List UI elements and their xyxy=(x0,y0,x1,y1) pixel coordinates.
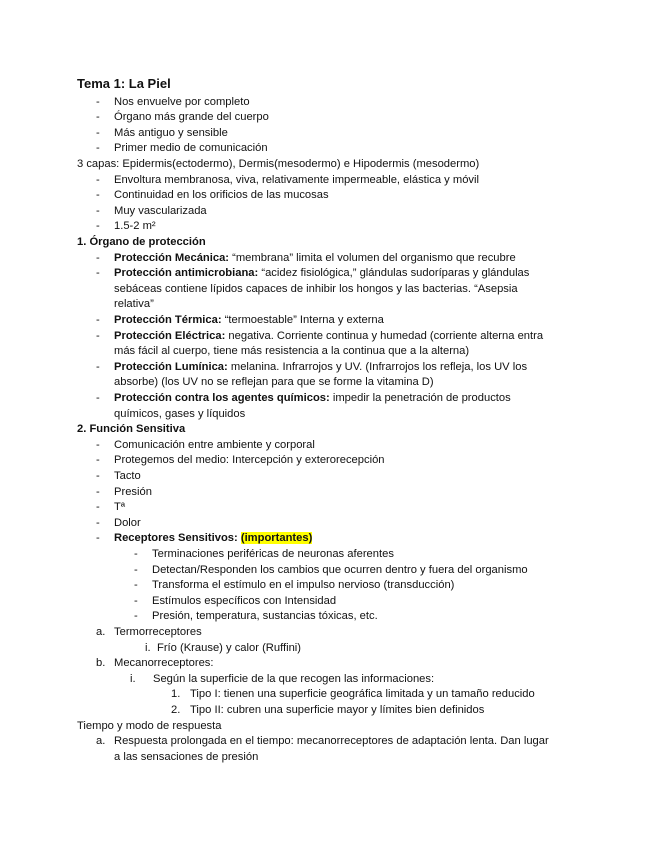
list-item-text: Continuidad en los orificios de las mucosas xyxy=(114,189,329,202)
list-marker: 1. xyxy=(171,688,181,701)
bullet-marker: - xyxy=(134,563,138,576)
layers-text: 3 capas: Epidermis(ectodermo), Dermis(mesodermo) e Hipodermis (mesodermo) xyxy=(77,158,480,170)
line-content xyxy=(114,329,543,345)
protection-text: negativa. Corriente continua y humedad (corriente alterna entra xyxy=(225,329,544,342)
thermo-label: Termorreceptores xyxy=(114,626,202,638)
thermo-sub-text: Frío (Krause) y calor (Ruffini) xyxy=(157,641,302,654)
list-item-text: Transforma el estímulo en el impulso nervioso (transducción) xyxy=(152,579,455,592)
time-item-text: a las sensaciones de presión xyxy=(114,750,259,763)
list-marker: a. xyxy=(96,626,106,638)
list-item-text: Tª xyxy=(114,501,125,514)
protection-text: más fácil al cuerpo, tiene más resistencia a la continua que a la alterna) xyxy=(114,345,470,358)
time-text: Tiempo y modo de respuesta xyxy=(77,719,222,732)
protection-text: sebáceas contiene lípidos capaces de inhibir los hongos y las bacterias. “Asepsia xyxy=(114,282,518,295)
protection-text: “acidez fisiológica,” glándulas sudoríparas y glándulas xyxy=(258,267,530,280)
list-item-text: Protegemos del medio: Intercepción y exterorecepción xyxy=(114,454,385,467)
list-marker: b. xyxy=(96,657,106,670)
list-item-text: Estímulos específicos con Intensidad xyxy=(152,594,337,607)
list-item-text: Terminaciones periféricas de neuronas aferentes xyxy=(152,548,394,560)
line-content xyxy=(114,391,511,407)
bullet-marker: - xyxy=(134,610,138,623)
bullet-marker: - xyxy=(96,438,100,451)
line-content xyxy=(114,313,384,329)
bullet-marker: - xyxy=(96,95,100,108)
receptors-highlight: (importantes) xyxy=(240,532,313,545)
list-item-text: Más antiguo y sensible xyxy=(114,126,228,139)
protection-text: químicos, gases y líquidos xyxy=(114,407,246,420)
bullet-marker: - xyxy=(134,594,138,607)
bullet-marker: - xyxy=(96,329,100,342)
list-item-text: Presión, temperatura, sustancias tóxicas, etc. xyxy=(152,610,378,623)
line-content xyxy=(114,266,529,282)
protection-label: Protección Lumínica: xyxy=(114,360,228,373)
bullet-marker: - xyxy=(96,220,100,233)
protection-text: impedir la penetración de productos xyxy=(329,392,511,404)
mech-type-text: Tipo II: cubren una superficie mayor y límites bien definidos xyxy=(190,704,485,716)
list-item-text: 1.5-2 m² xyxy=(114,220,156,233)
mech-sub-text: Según la superficie de la que recogen las informaciones: xyxy=(153,672,435,685)
bullet-marker: - xyxy=(96,267,100,280)
bullet-marker: - xyxy=(96,516,100,529)
line-content xyxy=(114,360,527,376)
bullet-marker: - xyxy=(96,532,100,545)
receptors-label: Receptores Sensitivos: xyxy=(114,532,238,545)
bullet-marker: - xyxy=(96,111,100,124)
protection-label: Protección Mecánica: xyxy=(114,251,230,264)
protection-label: Protección contra los agentes químicos: xyxy=(114,392,330,404)
list-marker: i. xyxy=(145,641,151,654)
protection-text: “membrana” limita el volumen del organismo que recubre xyxy=(229,251,516,264)
protection-text: melanina. Infrarrojos y UV. (Infrarrojos los refleja, los UV los xyxy=(227,360,528,373)
protection-text: “termoestable” Interna y externa xyxy=(221,314,384,326)
list-marker: a. xyxy=(96,735,106,748)
bullet-marker: - xyxy=(96,173,100,186)
protection-label: Protección antimicrobiana: xyxy=(114,267,259,280)
list-item-text: Muy vascularizada xyxy=(114,204,207,217)
bullet-marker: - xyxy=(96,360,100,373)
bullet-marker: - xyxy=(96,251,100,264)
bullet-marker: - xyxy=(96,189,100,202)
bullet-marker: - xyxy=(134,548,138,560)
list-item-text: Primer medio de comunicación xyxy=(114,142,268,155)
line-content xyxy=(114,531,312,547)
list-marker: 2. xyxy=(171,704,181,716)
list-item-text: Presión xyxy=(114,485,152,498)
list-item-text: Envoltura membranosa, viva, relativamente impermeable, elástica y móvil xyxy=(114,173,479,186)
bullet-marker: - xyxy=(96,501,100,514)
section-2-heading: 2. Función Sensitiva xyxy=(77,423,186,436)
bullet-marker: - xyxy=(96,470,100,482)
protection-label: Protección Eléctrica: xyxy=(114,329,226,342)
bullet-marker: - xyxy=(96,126,100,139)
line-content xyxy=(114,251,516,267)
list-item-text: Dolor xyxy=(114,516,141,529)
list-item-text: Comunicación entre ambiente y corporal xyxy=(114,438,315,451)
mech-type-text: Tipo I: tienen una superficie geográfica limitada y un tamaño reducido xyxy=(190,688,535,701)
list-item-text: Tacto xyxy=(114,470,141,482)
bullet-marker: - xyxy=(96,392,100,404)
bullet-marker: - xyxy=(96,204,100,217)
bullet-marker: - xyxy=(96,142,100,155)
time-item-text: Respuesta prolongada en el tiempo: mecanorreceptores de adaptación lenta. Dan lugar xyxy=(114,735,549,748)
bullet-marker: - xyxy=(96,314,100,326)
protection-text: absorbe) (los UV no se reflejan para que se forme la vitamina D) xyxy=(114,376,434,389)
bullet-marker: - xyxy=(96,454,100,467)
list-item-text: Órgano más grande del cuerpo xyxy=(114,111,269,124)
protection-text: relativa” xyxy=(114,298,154,311)
bullet-marker: - xyxy=(134,579,138,592)
list-item-text: Detectan/Responden los cambios que ocurren dentro y fuera del organismo xyxy=(152,563,528,576)
protection-label: Protección Térmica: xyxy=(114,314,222,326)
section-1-heading: 1. Órgano de protección xyxy=(77,236,206,248)
mech-label: Mecanorreceptores: xyxy=(114,657,214,670)
list-item-text: Nos envuelve por completo xyxy=(114,95,250,108)
bullet-marker: - xyxy=(96,485,100,498)
page-title: Tema 1: La Piel xyxy=(77,76,171,91)
list-marker: i. xyxy=(130,672,136,685)
